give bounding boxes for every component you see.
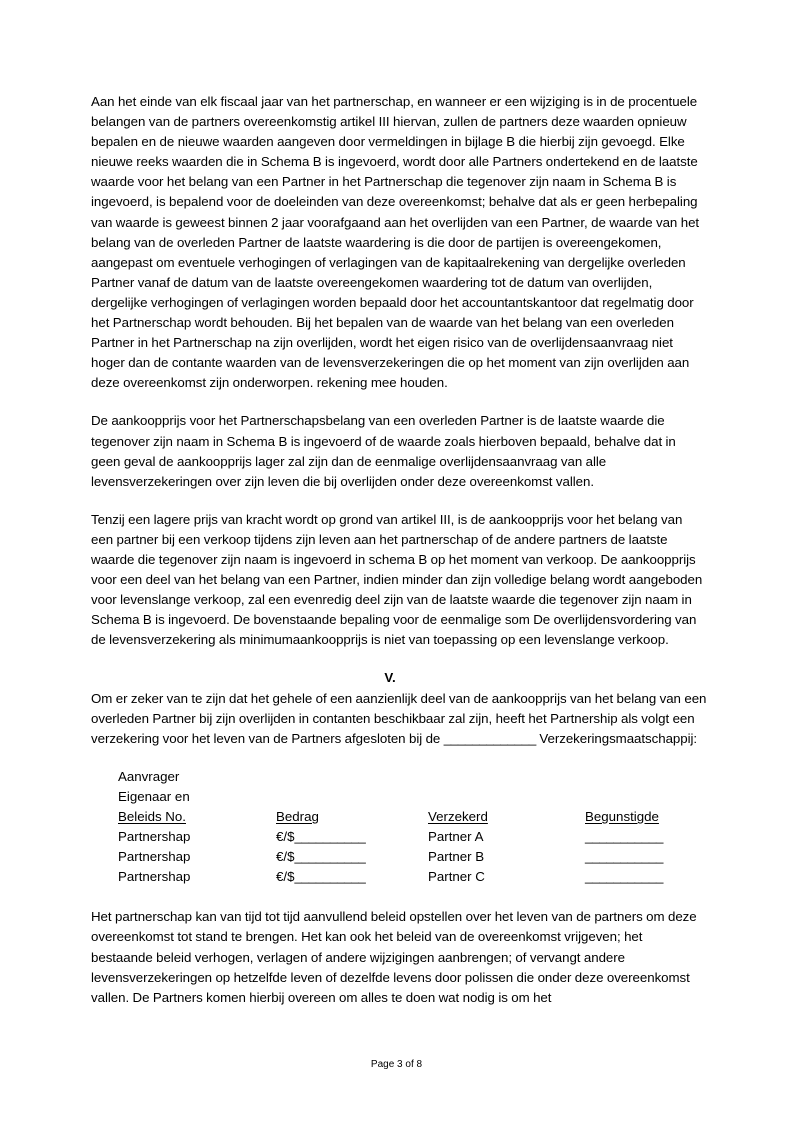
- empty-cell: [276, 787, 428, 807]
- policy-table-stack-row-1: [118, 767, 703, 787]
- section-v-intro: [91, 689, 707, 749]
- policy-table-stack-row-2: [118, 787, 703, 807]
- cell-beneficiary: [585, 847, 703, 867]
- beneficiary-blank-field[interactable]: ___________: [585, 849, 664, 865]
- column-header-insured-label: [428, 809, 488, 824]
- beneficiary-blank-field[interactable]: ___________: [585, 869, 664, 885]
- amount-blank-field[interactable]: __________: [294, 869, 366, 885]
- closing-paragraph: Het partnerschap kan van tijd tot tijd aanvullend beleid opstellen over het leven van de partners om deze overeenkomst tot stand te brengen. Het kan ook het beleid van de overeenkomst vrijgeven; het bestaande beleid verhogen, verlagen of andere wijzigingen aanbrengen; of vervangt andere levensverzekeringen op hetzelfde leven of dezelfde levens door polissen die onder deze overeenkomst vallen. De Partners komen hierbij overeen om alles te doen wat nodig is om het: [91, 909, 697, 1005]
- table-row: [118, 827, 703, 847]
- cell-amount: [276, 827, 428, 847]
- column-header-beneficiary-label: Begunstigde: [585, 809, 659, 824]
- column-header-amount: [276, 807, 428, 827]
- paragraph-2: De aankoopprijs voor het Partnerschapsbelang van een overleden Partner is de laatste waarde die tegenover zijn naam in Schema B is ingevoerd of de waarde zoals hierboven bepaald, behalve dat in geen geval de aankoopprijs lager zal zijn dan de eenmalige overlijdensaanvraag van alle levensverzekeringen over zijn leven die bij overlijden onder deze overeenkomst vallen.: [91, 413, 676, 489]
- table-row: [118, 847, 703, 867]
- cell-policy: Partnershap: [118, 869, 191, 885]
- empty-cell: [585, 787, 703, 807]
- policy-table: [118, 767, 703, 888]
- cell-beneficiary: [585, 827, 703, 847]
- page-footer: Page 3 of 8: [370, 1059, 423, 1070]
- cell-insured: Partner C: [428, 869, 485, 885]
- insurance-company-label: Verzekeringsmaatschappij:: [539, 730, 698, 746]
- column-header-policy-no: [118, 807, 276, 827]
- currency-prefix: €/$: [276, 829, 295, 845]
- table-row: [118, 867, 703, 887]
- policy-table-header-row: [118, 807, 703, 827]
- currency-prefix: €/$: [276, 849, 295, 865]
- beneficiary-blank-field[interactable]: ___________: [585, 829, 664, 845]
- insurance-company-blank: _____________: [443, 730, 536, 746]
- empty-cell: [276, 767, 428, 787]
- currency-prefix: €/$: [276, 869, 295, 885]
- section-heading-v: V.: [384, 670, 396, 686]
- cell-policy: Partnershap: [118, 829, 191, 845]
- cell-beneficiary: [585, 867, 703, 887]
- column-header-amount-label: Bedrag: [276, 809, 319, 824]
- amount-blank-field[interactable]: __________: [294, 849, 366, 865]
- cell-insured: Partner A: [428, 829, 484, 845]
- cell-policy: Partnershap: [118, 849, 191, 865]
- empty-cell: [585, 767, 703, 787]
- column-header-beneficiary: [585, 807, 703, 827]
- cell-amount: [276, 867, 428, 887]
- paragraph-1: Aan het einde van elk fiscaal jaar van het partnerschap, en wanneer er een wijziging is in de procentuele belangen van de partners overeenkomstig artikel III hiervan, zullen de partners deze waarden opnieuw bepalen en de nieuwe waarden aangeven door vermeldingen in bijlage B die hierbij zijn gevoegd. Elke nieuwe reeks waarden die in Schema B is ingevoerd, wordt door alle Partners ondertekend en de laatste waarde voor het belang van een Partner in het Partnerschap die tegenover zijn naam in Schema B is ingevoerd, is bepalend voor de doeleinden van deze overeenkomst; behalve dat als er geen herbepaling van waarde is geweest binnen 2 jaar voorafgaand aan het overlijden van een Partner, de waarde van het belang van de overleden Partner de laatste waardering is die door de partijen is overeengekomen, aangepast om eventuele verhogingen of verlagingen van de kapitaalrekening van dergelijke overleden Partner vanaf de datum van de laatste overeengekomen waardering tot de datum van overlijden, dergelijke verhogingen of verlagingen worden bepaald door het accountantskantoor dat regelmatig door het Partnerschap wordt behouden. Bij het bepalen van de waarde van het belang van een overleden Partner in het Partnerschap na zijn overlijden, wordt het eigen risico van de overlijdensaanvraag niet hoger dan de contante waarden van de levensverzekeringen die op het moment van zijn overlijden aan deze overeenkomst zijn onderworpen. rekening mee houden.: [91, 94, 700, 391]
- paragraph-3: Tenzij een lagere prijs van kracht wordt op grond van artikel III, is de aankoopprijs voor het belang van een partner bij een verkoop tijdens zijn leven aan het partnerschap of de andere partners de laatste waarde die tegenover zijn naam is ingevoerd in schema B op het moment van verkoop. De aankoopprijs voor een deel van het belang van een Partner, indien minder dan zijn volledige belang wordt aangeboden voor levenslange verkoop, zal een evenredig deel zijn van de laatste waarde die tegenover zijn naam in Schema B is ingevoerd. De bovenstaande bepaling voor de eenmalige som De overlijdensvordering van de levensverzekering als minimumaankoopprijs is niet van toepassing op een levenslange verkoop.: [91, 511, 703, 648]
- empty-cell: [428, 787, 585, 807]
- column-header-insured: [428, 807, 585, 827]
- amount-blank-field[interactable]: __________: [294, 829, 366, 845]
- page-content: [91, 92, 707, 1008]
- column-header-policy-no-label: Beleids No.: [118, 809, 186, 824]
- section-v-intro-text: Om er zeker van te zijn dat het gehele of een aanzienlijk deel van de aankoopprijs van het belang van een overleden Partner bij zijn overlijden in contanten beschikbaar zal zijn, heeft het Partnership als volgt een verzekering voor het leven van de Partners afgesloten bij de: [91, 690, 707, 746]
- empty-cell: [428, 767, 585, 787]
- owner-label: Eigenaar en: [118, 788, 190, 804]
- column-header-insured-text: Verzekerd: [428, 809, 488, 824]
- applicant-label: Aanvrager: [118, 768, 180, 784]
- cell-insured: Partner B: [428, 849, 485, 865]
- cell-amount: [276, 847, 428, 867]
